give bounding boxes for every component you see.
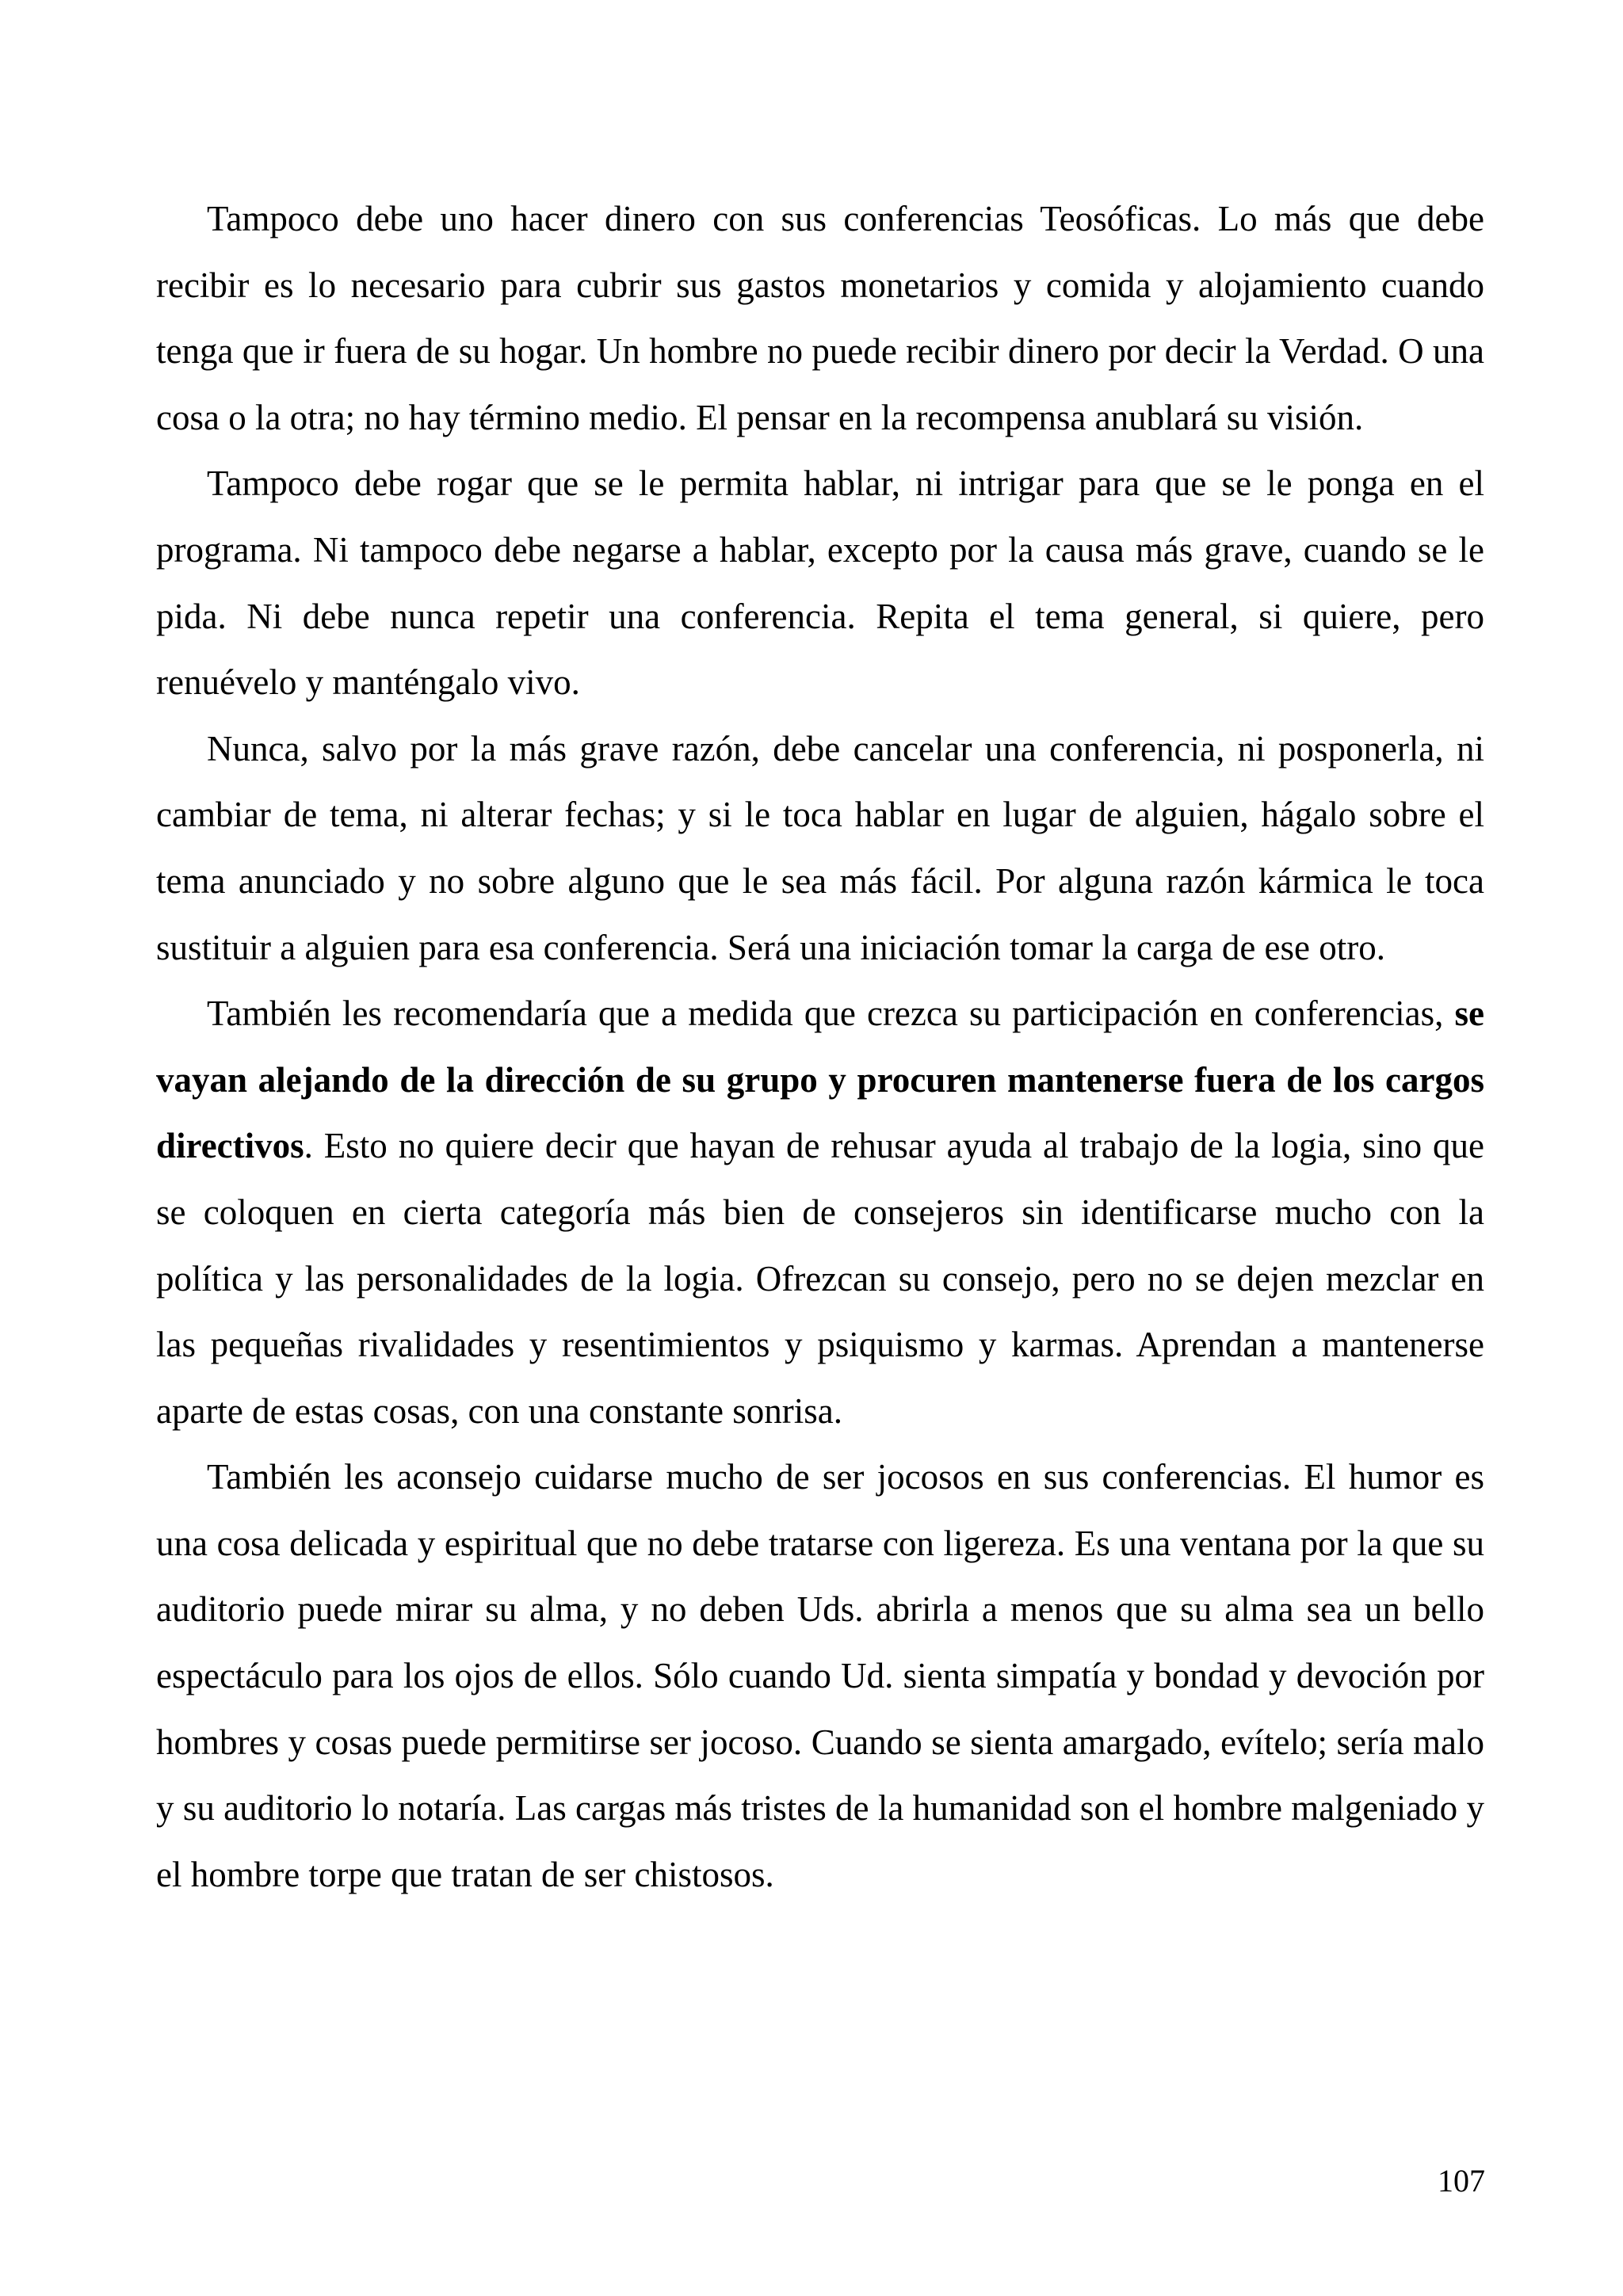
paragraph-1: Tampoco debe uno hacer dinero con sus conferencias Teosóficas. Lo más que debe recibir es lo necesario para cubrir sus gastos monetarios y comida y alojamiento cuando tenga que ir fuera de su hogar. Un hombre no puede recibir dinero por decir la Verdad. O una cosa o la otra; no hay término medio. El pensar en la recompensa anublará su visión. (156, 199, 1484, 437)
paragraph-5: También les aconsejo cuidarse mucho de ser jocosos en sus conferencias. El humor es una cosa delicada y espiritual que no debe tratarse con ligereza. Es una ventana por la que su auditorio puede mirar su alma, y no deben Uds. abrirla a menos que su alma sea un bello espectáculo para los ojos de ellos. Sólo cuando Ud. sienta simpatía y bondad y devoción por hombres y cosas puede permitirse ser jocoso. Cuando se sienta amargado, evítelo; sería malo y su auditorio lo notaría. Las cargas más tristes de la humanidad son el hombre malgeniado y el hombre torpe que tratan de ser chistosos. (156, 1457, 1484, 1894)
paragraph-4 (156, 981, 1484, 1444)
body-text (156, 186, 1484, 1908)
page-number: 107 (1438, 2163, 1485, 2199)
paragraph-4-bold-emphasis: se vayan alejando de la dirección de su grupo y procuren mantenerse fuera de los cargos directivos (156, 994, 1484, 1166)
paragraph-2: Tampoco debe rogar que se le permita hablar, ni intrigar para que se le ponga en el programa. Ni tampoco debe negarse a hablar, excepto por la causa más grave, cuando se le pida. Ni debe nunca repetir una conferencia. Repita el tema general, si quiere, pero renuévelo y manténgalo vivo. (156, 463, 1484, 703)
paragraph-4-intro: También les recomendaría que a medida que crezca su participación en conferencias, (207, 994, 1455, 1034)
paragraph-4-rest: . Esto no quiere decir que hayan de rehusar ayuda al trabajo de la logia, sino que se coloquen en cierta categoría más bien de consejeros sin identificarse mucho con la política y las personalidades de la logia. Ofrezcan su consejo, pero no se dejen mezclar en las pequeñas rivalidades y resentimientos y psiquismo y karmas. Aprendan a mantenerse aparte de estas cosas, con una constante sonrisa. (156, 1126, 1484, 1431)
paragraph-3: Nunca, salvo por la más grave razón, debe cancelar una conferencia, ni posponerla, ni cambiar de tema, ni alterar fechas; y si le toca hablar en lugar de alguien, hágalo sobre el tema anunciado y no sobre alguno que le sea más fácil. Por alguna razón kármica le toca sustituir a alguien para esa conferencia. Será una iniciación tomar la carga de ese otro. (156, 728, 1484, 967)
